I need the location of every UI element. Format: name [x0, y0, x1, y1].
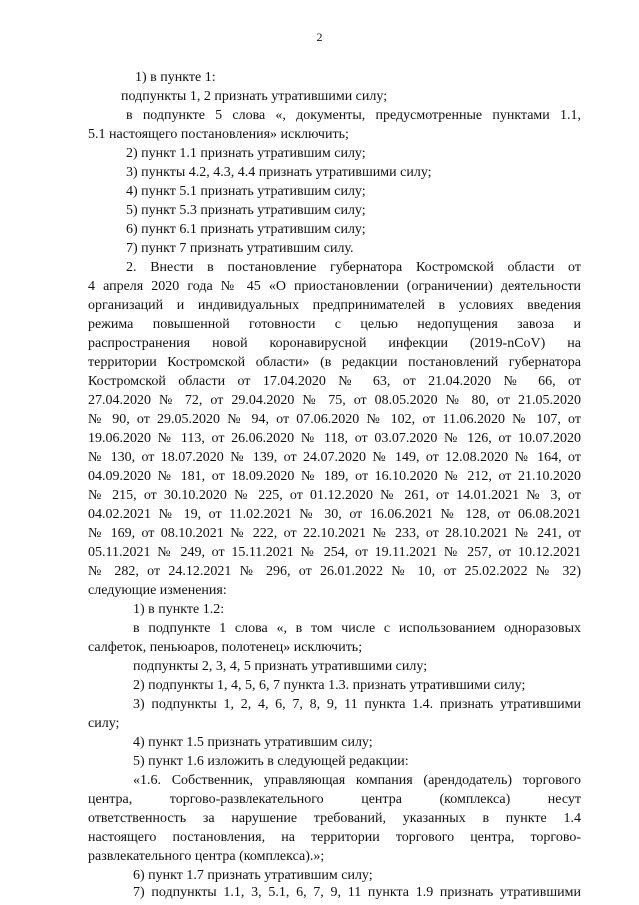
text-line: 27.04.2020 № 72, от 29.04.2020 № 75, от 08.05.2020 № 80, от 21.05.2020 — [88, 393, 581, 408]
text-line: 7) пункт 7 признать утратившим силу. — [126, 241, 354, 256]
text-line: 7) подпункты 1.1, 3, 5.1, 6, 7, 9, 11 пункта 1.9 признать утратившими — [133, 885, 581, 900]
text-line: 3) пункты 4.2, 4.3, 4.4 признать утратившими силу; — [126, 165, 432, 180]
text-line: 4 апреля 2020 года № 45 «О приостановлении (ограничении) деятельности — [88, 279, 581, 294]
text-line: 4) пункт 5.1 признать утратившим силу; — [126, 184, 366, 199]
text-line: режима повышенной готовности с целью недопущения завоза и — [88, 317, 581, 332]
text-line: 2) подпункты 1, 4, 5, 6, 7 пункта 1.3. признать утратившими силу; — [133, 678, 526, 693]
text-line: «1.6. Собственник, управляющая компания (арендодатель) торгового — [133, 773, 581, 788]
text-line: 05.11.2021 № 249, от 15.11.2021 № 254, от 19.11.2021 № 257, от 10.12.2021 — [88, 545, 581, 560]
page-number: 2 — [316, 30, 323, 44]
text-line: № 130, от 18.07.2020 № 139, от 24.07.2020 № 149, от 12.08.2020 № 164, от — [88, 450, 581, 465]
text-line: № 282, от 24.12.2021 № 296, от 26.01.2022 № 10, от 25.02.2022 № 32) — [88, 564, 581, 579]
text-line: салфеток, пеньюаров, полотенец» исключить; — [88, 640, 363, 655]
text-line: 5) пункт 5.3 признать утратившим силу; — [126, 203, 366, 218]
text-line: в подпункте 1 слова «, в том числе с использованием одноразовых — [133, 621, 581, 636]
text-line: настоящего постановления, на территории торгового центра, торгово- — [88, 830, 581, 845]
text-line: 6) пункт 1.7 признать утратившим силу; — [133, 868, 373, 883]
text-line: № 169, от 08.10.2021 № 222, от 22.10.2021 № 233, от 28.10.2021 № 241, от — [88, 526, 581, 541]
text-line: следующие изменения: — [88, 583, 227, 598]
text-line: 04.02.2021 № 19, от 11.02.2021 № 30, от 16.06.2021 № 128, от 06.08.2021 — [88, 507, 581, 522]
text-line: территории Костромской области» (в редакции постановлений губернатора — [88, 355, 581, 370]
text-line: центра, торгово-развлекательного центра (комплекса) несут — [88, 792, 581, 807]
text-line: № 215, от 30.10.2020 № 225, от 01.12.2020 № 261, от 14.01.2021 № 3, от — [88, 488, 581, 503]
text-line: Костромской области от 17.04.2020 № 63, от 21.04.2020 № 66, от — [88, 374, 581, 389]
text-line: 5) пункт 1.6 изложить в следующей редакции: — [133, 754, 409, 769]
text-line: 3) подпункты 1, 2, 4, 6, 7, 8, 9, 11 пункта 1.4. признать утратившими — [133, 697, 581, 712]
text-line: 04.09.2020 № 181, от 18.09.2020 № 189, от 16.10.2020 № 212, от 21.10.2020 — [88, 469, 581, 484]
text-line: 1) в пункте 1: — [135, 70, 216, 85]
text-line: в подпункте 5 слова «, документы, предусмотренные пунктами 1.1, — [126, 108, 581, 123]
text-line: развлекательного центра (комплекса).»; — [88, 849, 325, 864]
text-line: подпункты 2, 3, 4, 5 признать утратившими силу; — [133, 659, 428, 674]
text-line: 2. Внести в постановление губернатора Костромской области от — [126, 260, 581, 275]
text-line: распространения новой коронавирусной инфекции (2019-nCoV) на — [88, 336, 581, 351]
text-line: 1) в пункте 1.2: — [133, 602, 225, 617]
text-line: силу; — [88, 716, 120, 731]
text-line: 2) пункт 1.1 признать утратившим силу; — [126, 146, 366, 161]
text-line: ответственность за нарушение требований, указанных в пункте 1.4 — [88, 811, 581, 826]
text-line: 5.1 настоящего постановления» исключить; — [88, 127, 349, 142]
text-line: 6) пункт 6.1 признать утратившим силу; — [126, 222, 366, 237]
text-line: организаций и индивидуальных предпринимателей в условиях введения — [88, 298, 581, 313]
text-line: № 90, от 29.05.2020 № 94, от 07.06.2020 № 102, от 11.06.2020 № 107, от — [88, 412, 581, 427]
text-line: 4) пункт 1.5 признать утратившим силу; — [133, 735, 373, 750]
text-line: подпункты 1, 2 признать утратившими силу; — [121, 89, 388, 104]
text-line: 19.06.2020 № 113, от 26.06.2020 № 118, от 03.07.2020 № 126, от 10.07.2020 — [88, 431, 581, 446]
